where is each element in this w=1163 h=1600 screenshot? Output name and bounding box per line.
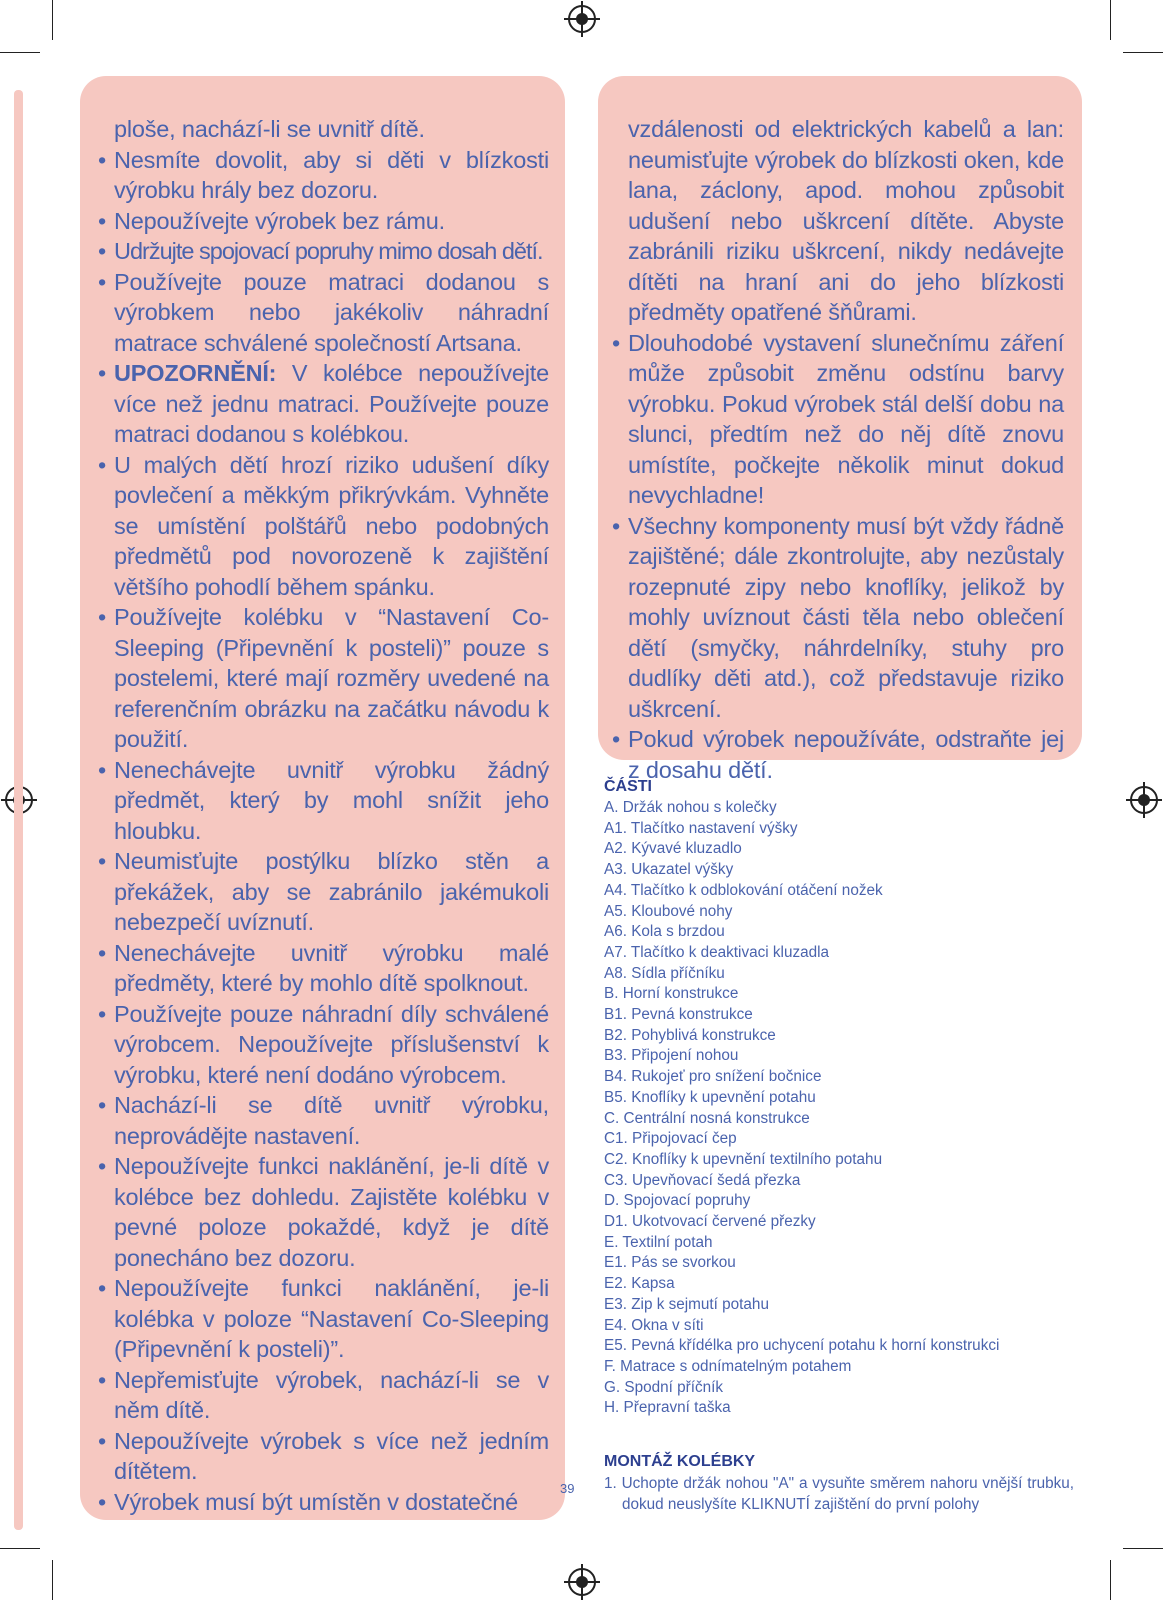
list-item: • Nepoužívejte funkci naklánění, je-li dítě v kolébce bez dohledu. Zajistěte kolébku v pevné poloze pokaždé, když je dítě ponecháno bez dozoru. xyxy=(94,1151,549,1273)
list-item: C1. Připojovací čep xyxy=(604,1130,737,1148)
crop-mark xyxy=(52,0,53,40)
list-item: A7. Tlačítko k deaktivaci kluzadla xyxy=(604,943,830,961)
registration-mark-icon xyxy=(1130,786,1158,814)
list-item: • Používejte pouze matraci dodanou s výrobkem nebo jakékoliv náhradní matrace schválené společností Artsana. xyxy=(94,267,549,359)
page-number: 39 xyxy=(560,1481,575,1496)
list-item: A8. Sídla příčníku xyxy=(604,964,725,982)
list-item: G. Spodní příčník xyxy=(604,1378,724,1396)
parts-list xyxy=(604,798,1059,1419)
warning-label: UPOZORNĚNÍ: xyxy=(114,360,277,386)
list-item: B5. Knoflíky k upevnění potahu xyxy=(604,1088,816,1106)
list-item: A3. Ukazatel výšky xyxy=(604,861,734,879)
list-item: B2. Pohyblivá konstrukce xyxy=(604,1026,776,1044)
list-item: B. Horní konstrukce xyxy=(604,985,739,1003)
list-item: C3. Upevňovací šedá přezka xyxy=(604,1171,801,1189)
list-item: • Nepoužívejte výrobek bez rámu. xyxy=(94,206,549,237)
warnings-panel-right xyxy=(598,76,1082,783)
list-item: • Nachází-li se dítě uvnitř výrobku, neprovádějte nastavení. xyxy=(94,1090,549,1151)
list-item: A2. Kývavé kluzadlo xyxy=(604,840,742,858)
parts-section xyxy=(604,778,1059,1419)
list-item: E4. Okna v síti xyxy=(604,1316,704,1334)
warnings-panel-left xyxy=(80,76,565,1520)
crop-mark xyxy=(52,1560,53,1600)
registration-mark-icon xyxy=(568,1568,596,1596)
warnings-list xyxy=(608,114,1064,785)
crop-mark xyxy=(1123,52,1163,53)
crop-mark xyxy=(1123,1548,1163,1549)
list-item: C. Centrální nosná konstrukce xyxy=(604,1109,810,1127)
list-item: • Udržujte spojovací popruhy mimo dosah dětí. xyxy=(94,236,549,267)
list-item: H. Přepravní taška xyxy=(604,1399,731,1417)
warnings-list xyxy=(94,114,549,1517)
section-heading: MONTÁŽ KOLÉBKY xyxy=(604,1453,756,1470)
list-item: C2. Knoflíky k upevnění textilního potahu xyxy=(604,1150,883,1168)
list-item-warning xyxy=(94,358,549,450)
list-item: E5. Pevná křídélka pro uchycení potahu k horní konstrukci xyxy=(604,1337,1000,1355)
list-item: • Všechny komponenty musí být vždy řádně zajištěné; dále zkontrolujte, aby nezůstaly rozepnuté zipy nebo knoflíky, jelikož by mohly uvíznout části těla nebo oblečení dětí (smyčky, náhrdelníky, stuhy pro dudlíky děti atd.), což představuje riziko uškrcení. xyxy=(608,511,1064,725)
list-item: • Používejte pouze náhradní díly schválené výrobcem. Nepoužívejte příslušenství k výrobku, které není dodáno výrobcem. xyxy=(94,999,549,1091)
list-item: ploše, nachází-li se uvnitř dítě. xyxy=(114,116,425,142)
list-item: A4. Tlačítko k odblokování otáčení nožek xyxy=(604,881,883,899)
registration-mark-icon xyxy=(568,5,596,33)
list-item: • Používejte kolébku v “Nastavení Co-Sleeping (Připevnění k posteli)” pouze s postelemi, které mají rozměry uvedené na referenčním obrázku na začátku návodu k použití. xyxy=(94,602,549,755)
list-item: A1. Tlačítko nastavení výšky xyxy=(604,819,798,837)
list-item: B3. Připojení nohou xyxy=(604,1047,739,1065)
list-item: • Nepoužívejte výrobek s více než jedním dítětem. xyxy=(94,1426,549,1487)
list-item: • Nenechávejte uvnitř výrobku žádný předmět, který by mohl snížit jeho hloubku. xyxy=(94,755,549,847)
list-item: A6. Kola s brzdou xyxy=(604,923,725,941)
crop-mark xyxy=(0,52,40,53)
list-item: E1. Pás se svorkou xyxy=(604,1254,736,1272)
list-item: • Nepoužívejte funkci naklánění, je-li kolébka v poloze “Nastavení Co-Sleeping (Připevnění k posteli)”. xyxy=(94,1273,549,1365)
warning-text: V kolébce nepoužívejte více než jednu matraci. Používejte pouze matraci dodanou s kolébkou. xyxy=(114,360,549,447)
list-item: • Nepřemisťujte výrobek, nachází-li se v něm dítě. xyxy=(94,1365,549,1426)
list-item: • Výrobek musí být umístěn v dostatečné xyxy=(94,1487,549,1518)
list-item: • Pokud výrobek nepoužíváte, odstraňte jej z dosahu dětí. xyxy=(608,724,1064,785)
list-item: A. Držák nohou s kolečky xyxy=(604,799,777,816)
list-item: vzdálenosti od elektrických kabelů a lan: neumisťujte výrobek do blízkosti oken, kde lana, záclony, apod. mohou způsobit udušení nebo uškrcení dítěte. Abyste zabránili riziku uškrcení, nikdy nedávejte dítěti na hraní ani do jeho blízkosti předměty opatřené šňůrami. xyxy=(628,116,1064,325)
list-item: F. Matrace s odnímatelným potahem xyxy=(604,1357,852,1375)
assembly-section xyxy=(604,1453,1074,1515)
section-heading: ČÁSTI xyxy=(604,778,652,795)
list-item: • Nesmíte dovolit, aby si děti v blízkosti výrobku hrály bez dozoru. xyxy=(94,145,549,206)
list-item: B1. Pevná konstrukce xyxy=(604,1006,753,1024)
crop-mark xyxy=(1110,0,1111,40)
list-item: • Nenechávejte uvnitř výrobku malé předměty, které by mohlo dítě spolknout. xyxy=(94,938,549,999)
list-item: E. Textilní potah xyxy=(604,1233,713,1251)
list-item: A5. Kloubové nohy xyxy=(604,902,733,920)
list-item: E2. Kapsa xyxy=(604,1275,675,1293)
list-item: B4. Rukojeť pro snížení bočnice xyxy=(604,1068,822,1086)
list-item: D. Spojovací popruhy xyxy=(604,1192,751,1210)
list-item: E3. Zip k sejmutí potahu xyxy=(604,1295,769,1313)
list-item: • Neumisťujte postýlku blízko stěn a překážek, aby se zabránilo jakémukoli nebezpečí uvíznutí. xyxy=(94,846,549,938)
page-edge-tab xyxy=(14,90,23,1530)
crop-mark xyxy=(0,1548,40,1549)
list-item: • Dlouhodobé vystavení slunečnímu záření může způsobit změnu odstínu barvy výrobku. Pokud výrobek stál delší dobu na slunci, předtím než do něj dítě znovu umístíte, počkejte několik minut dokud nevychladne! xyxy=(608,328,1064,511)
assembly-step: 1. Uchopte držák nohou "A" a vysuňte směrem nahoru vnější trubku, dokud neuslyšíte KLIKNUTÍ zajištění do první polohy xyxy=(604,1475,1074,1513)
list-item: • U malých dětí hrozí riziko udušení díky povlečení a měkkým přikrývkám. Vyhněte se umístění polštářů nebo podobných předmětů pod novorozeně k zajištění většího pohodlí během spánku. xyxy=(94,450,549,603)
crop-mark xyxy=(1110,1560,1111,1600)
list-item: D1. Ukotvovací červené přezky xyxy=(604,1213,816,1231)
